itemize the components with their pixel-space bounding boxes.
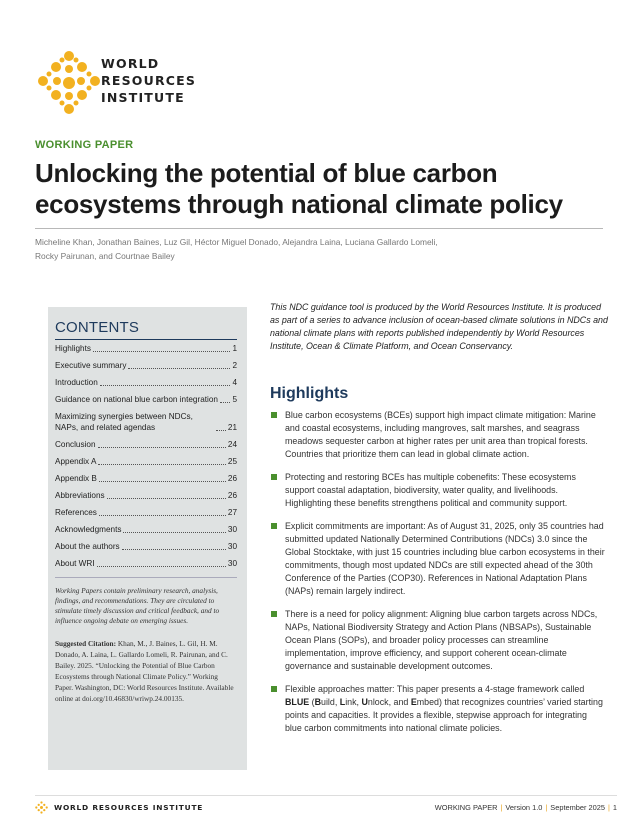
dot-leader [98,464,225,465]
page-number: 1 [612,803,617,812]
intro-statement: This NDC guidance tool is produced by the World Resources Institute. It is produced as part of a series to advance inclusion of ocean-based climate solutions in NDCs and national climate plans with reports published independently by World Resources Institute, Ocean & Climate Platform, and Ocean Conservancy. [270,302,608,351]
contents-item[interactable] [55,524,237,535]
square-bullet-icon [271,611,277,617]
page-title [35,158,615,220]
citation-label: Suggested Citation: [55,639,117,648]
dot-leader [122,549,226,550]
footer-separator: | [545,803,548,812]
contents-item-label: Introduction [55,378,98,387]
footer-date: September 2025 [550,803,605,812]
contents-item-label: Maximizing synergies between NDCs, NAPs, and related agendas [55,412,193,432]
title-line1: Unlocking the potential of blue carbon [35,158,498,188]
highlight-text: Blue carbon ecosystems (BCEs) support high impact climate mitigation: Marine and coastal ecosystems, including mangroves, salt marshes, and seagrass meadows sequester carbon at higher rates per unit area than tropical forests. Countries that prioritize them can lead in global climate action. [285,410,596,459]
contents-item[interactable] [55,343,237,354]
contents-item[interactable] [55,541,237,552]
dot-leader [97,566,226,567]
square-bullet-icon [271,474,277,480]
contents-item[interactable] [55,507,237,518]
dot-leader [100,385,231,386]
contents-item[interactable] [55,490,237,501]
contents-item-page: 2 [232,361,237,370]
contents-item-label: Abbreviations [55,491,105,500]
authors [35,236,595,263]
contents-item[interactable] [55,558,237,569]
dot-leader [216,430,226,431]
dot-leader [107,498,226,499]
contents-item-page: 30 [227,542,237,551]
contents-list [55,343,237,569]
dot-leader [128,368,230,369]
org-name-line1: WORLD [101,56,160,71]
highlight-text-part: ink, [345,697,362,707]
contents-item-page: 24 [227,440,237,449]
contents-heading: CONTENTS [55,319,140,336]
citation-text: Khan, M., J. Baines, L. Gil, H. M. Donado, A. Laina, L. Gallardo Lomeli, R. Pairunan, and C. Bailey. 2025. “Unlocking the Potential of Blue Carbon Ecosystems through National Climate Policy.” Working Paper. Washington, DC: World Resources Institute. Available online at doi.org/10.46830/wriwp.24.00135. [55,639,234,703]
highlight-text: There is a need for policy alignment: Aligning blue carbon targets across NDCs, NAPs, National Biodiversity Strategy and Action Plans (NBSAPs), Sustainable Ocean Plans (SOPs), and broader policy processes can streamline implementation, improve efficiency, and support coherent ocean-climate governance and sustainable development outcomes. [285,609,598,671]
contents-item-page: 30 [227,525,237,534]
contents-item-label: About WRI [55,559,95,568]
highlight-text-part: ( [309,697,315,707]
highlight-text [285,684,603,733]
square-bullet-icon [271,523,277,529]
dot-leader [93,351,230,352]
highlight-text-part: mbed) that recognizes countries’ varied starting points and capacities. It provides a flexible, stepwise approach for integrating blue carbon commitments into national climate policies. [285,697,603,733]
contents-item-label: Highlights [55,344,91,353]
contents-item[interactable] [55,456,237,467]
footer-doc-type: WORKING PAPER [434,803,498,812]
authors-line2: Rocky Pairunan, and Courtnae Bailey [35,250,175,261]
highlights-list [270,409,605,745]
contents-item[interactable] [55,473,237,484]
contents-separator [55,577,237,578]
square-bullet-icon [271,412,277,418]
footer-separator: | [500,803,503,812]
org-name [101,55,196,106]
contents-item[interactable] [55,377,237,388]
highlight-text-part: Flexible approaches matter: This paper presents a 4-stage framework called [285,684,585,694]
contents-item-page: 27 [227,508,237,517]
square-bullet-icon [271,686,277,692]
contents-item-page: 30 [227,559,237,568]
contents-item-label: Executive summary [55,361,127,370]
contents-item-label: References [55,508,97,517]
contents-item-page: 25 [227,457,237,466]
suggested-citation [55,638,237,704]
authors-line1: Micheline Khan, Jonathan Baines, Luz Gil, Héctor Miguel Donado, Alejandra Laina, Luciana Gallardo Lomeli, [35,237,438,247]
working-paper-note: Working Papers contain preliminary research, analysis, findings, and recommendations. They are circulated to stimulate timely discussion and critical feedback, and to influence ongoing debate on emerging issues. [55,586,220,625]
framework-letter: U [361,697,368,707]
contents-item-label: Acknowledgments [55,525,122,534]
contents-item-label: Appendix B [55,474,97,483]
footer-meta [435,803,617,812]
footer-separator: | [607,803,610,812]
dot-leader [98,447,226,448]
dot-leader [123,532,225,533]
highlight-item [270,683,605,735]
contents-item-page: 21 [227,423,237,432]
wri-logo-icon [34,50,104,116]
highlight-item [270,409,605,461]
contents-item-page: 5 [232,395,237,404]
contents-sidebar [48,307,247,770]
org-name-line2: RESOURCES [101,73,197,88]
contents-item-page: 1 [232,344,237,353]
title-divider [35,228,603,229]
highlights-heading: Highlights [270,385,349,402]
highlight-item [270,520,605,598]
highlight-item [270,471,605,510]
highlight-text-part: nlock, and [367,697,411,707]
contents-item-label: About the authors [55,542,120,551]
highlight-text: Protecting and restoring BCEs has multiple cobenefits: These ecosystems support coastal adaptation, biodiversity, water quality, and livelihoods. Highlighting these benefits strengthens political and community support. [285,472,576,508]
footer-version: Version 1.0 [505,803,543,812]
title-line2: ecosystems through national climate policy [35,189,563,219]
highlight-text: Explicit commitments are important: As of August 31, 2025, only 35 countries had submitted updated Nationally Determined Contributions (NDCs) 3.0 since the Global Stocktake, with just 15 countries including blue carbon ecosystems in their commitments, though most updated NDCs are still expected ahead of the 30th Conference of the Parties (COP30). References in National Adaptation Plans (NAPs) remain largely indirect. [285,521,605,596]
contents-item-label: Appendix A [55,457,97,466]
contents-item-page: 4 [232,378,237,387]
contents-item-page: 26 [227,491,237,500]
contents-item-label: Conclusion [55,440,96,449]
dot-leader [220,402,230,403]
dot-leader [99,515,226,516]
dot-leader [99,481,226,482]
contents-divider [55,339,237,340]
framework-name: BLUE [285,697,310,707]
contents-item-label: Guidance on national blue carbon integration [55,395,218,404]
wri-logo-icon [35,801,48,814]
framework-letter: B [314,697,322,707]
contents-item[interactable] [55,394,237,405]
contents-item[interactable] [55,360,237,371]
contents-item[interactable] [55,411,237,433]
contents-item-page: 26 [227,474,237,483]
highlight-text-part: uild, [321,697,340,707]
framework-letter: E [410,697,417,707]
document-type-label: WORKING PAPER [35,139,134,151]
footer-divider [35,795,617,796]
org-name-line3: INSTITUTE [101,90,185,105]
highlight-item [270,608,605,673]
framework-letter: L [339,697,346,707]
footer-org-name: WORLD RESOURCES INSTITUTE [54,803,204,812]
contents-item[interactable] [55,439,237,450]
